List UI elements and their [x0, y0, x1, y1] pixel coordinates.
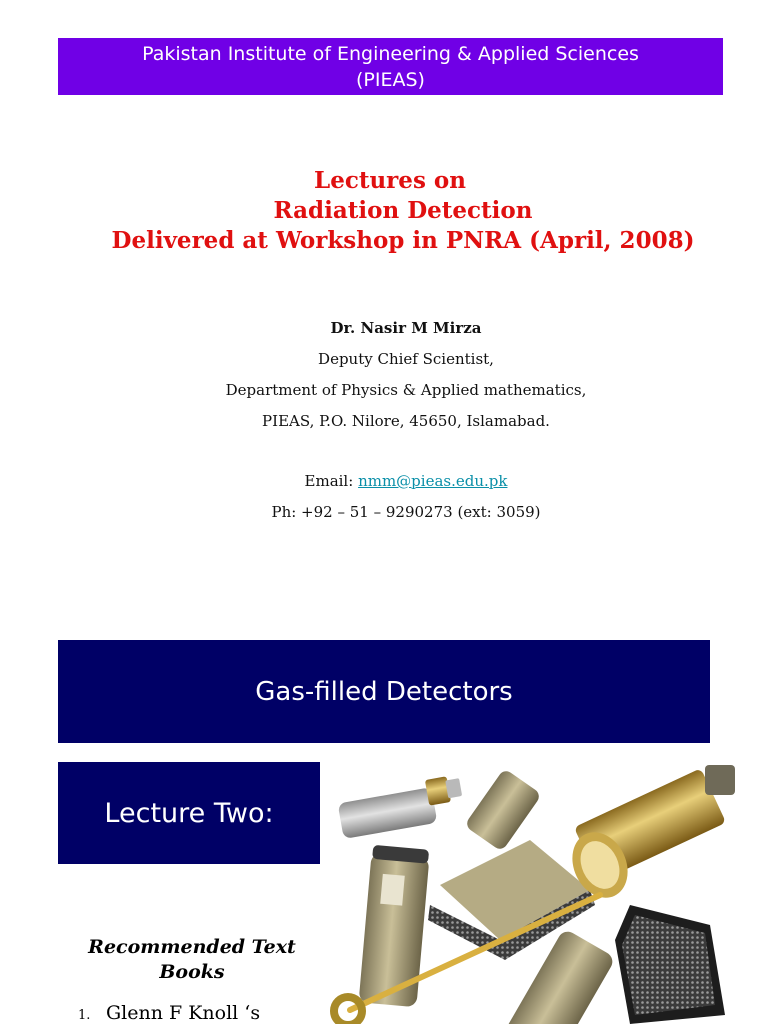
contact-info	[0, 469, 768, 531]
author-address: PIEAS, P.O. Nilore, 45650, Islamabad.	[262, 412, 550, 430]
author-position: Deputy Chief Scientist,	[318, 350, 494, 368]
detectors-illustration	[330, 765, 740, 1024]
title-line-3: Delivered at Workshop in PNRA (April, 2008)	[111, 227, 695, 254]
books-heading-line-1: Recommended Text	[88, 936, 296, 958]
section-heading: Gas-filled Detectors	[255, 676, 513, 707]
lecture-number: Lecture Two:	[104, 797, 274, 829]
phone-line: Ph: +92 – 51 – 9290273 (ext: 3059)	[271, 503, 541, 521]
cylindrical-detector-icon	[359, 845, 430, 1007]
email-link[interactable]: nmm@pieas.edu.pk	[358, 472, 508, 490]
email-label: Email:	[304, 472, 359, 490]
author-department: Department of Physics & Applied mathematics,	[225, 381, 587, 399]
institute-abbreviation: (PIEAS)	[356, 69, 425, 91]
lecture-number-box	[58, 762, 320, 864]
author-info	[0, 316, 768, 440]
end-window-detector-icon	[562, 765, 735, 907]
list-item-text: Glenn F Knoll ‘s	[106, 1002, 261, 1024]
detectors-photo	[330, 765, 740, 1024]
books-heading-line-2: Books	[159, 961, 225, 983]
small-probe-icon	[338, 776, 463, 839]
books-heading	[70, 935, 314, 985]
lecture-title	[0, 166, 768, 256]
email-line	[0, 469, 768, 500]
list-item	[78, 1002, 328, 1024]
title-line-2: Radiation Detection	[273, 197, 533, 224]
list-item-number: 1.	[78, 1008, 91, 1023]
area-detector-icon	[615, 905, 725, 1024]
author-name: Dr. Nasir M Mirza	[330, 319, 482, 337]
institute-banner	[58, 38, 723, 95]
institute-name: Pakistan Institute of Engineering & Applied Sciences	[142, 43, 639, 65]
section-heading-box	[58, 640, 710, 743]
title-line-1: Lectures on	[314, 167, 466, 194]
book-list	[78, 1002, 328, 1024]
